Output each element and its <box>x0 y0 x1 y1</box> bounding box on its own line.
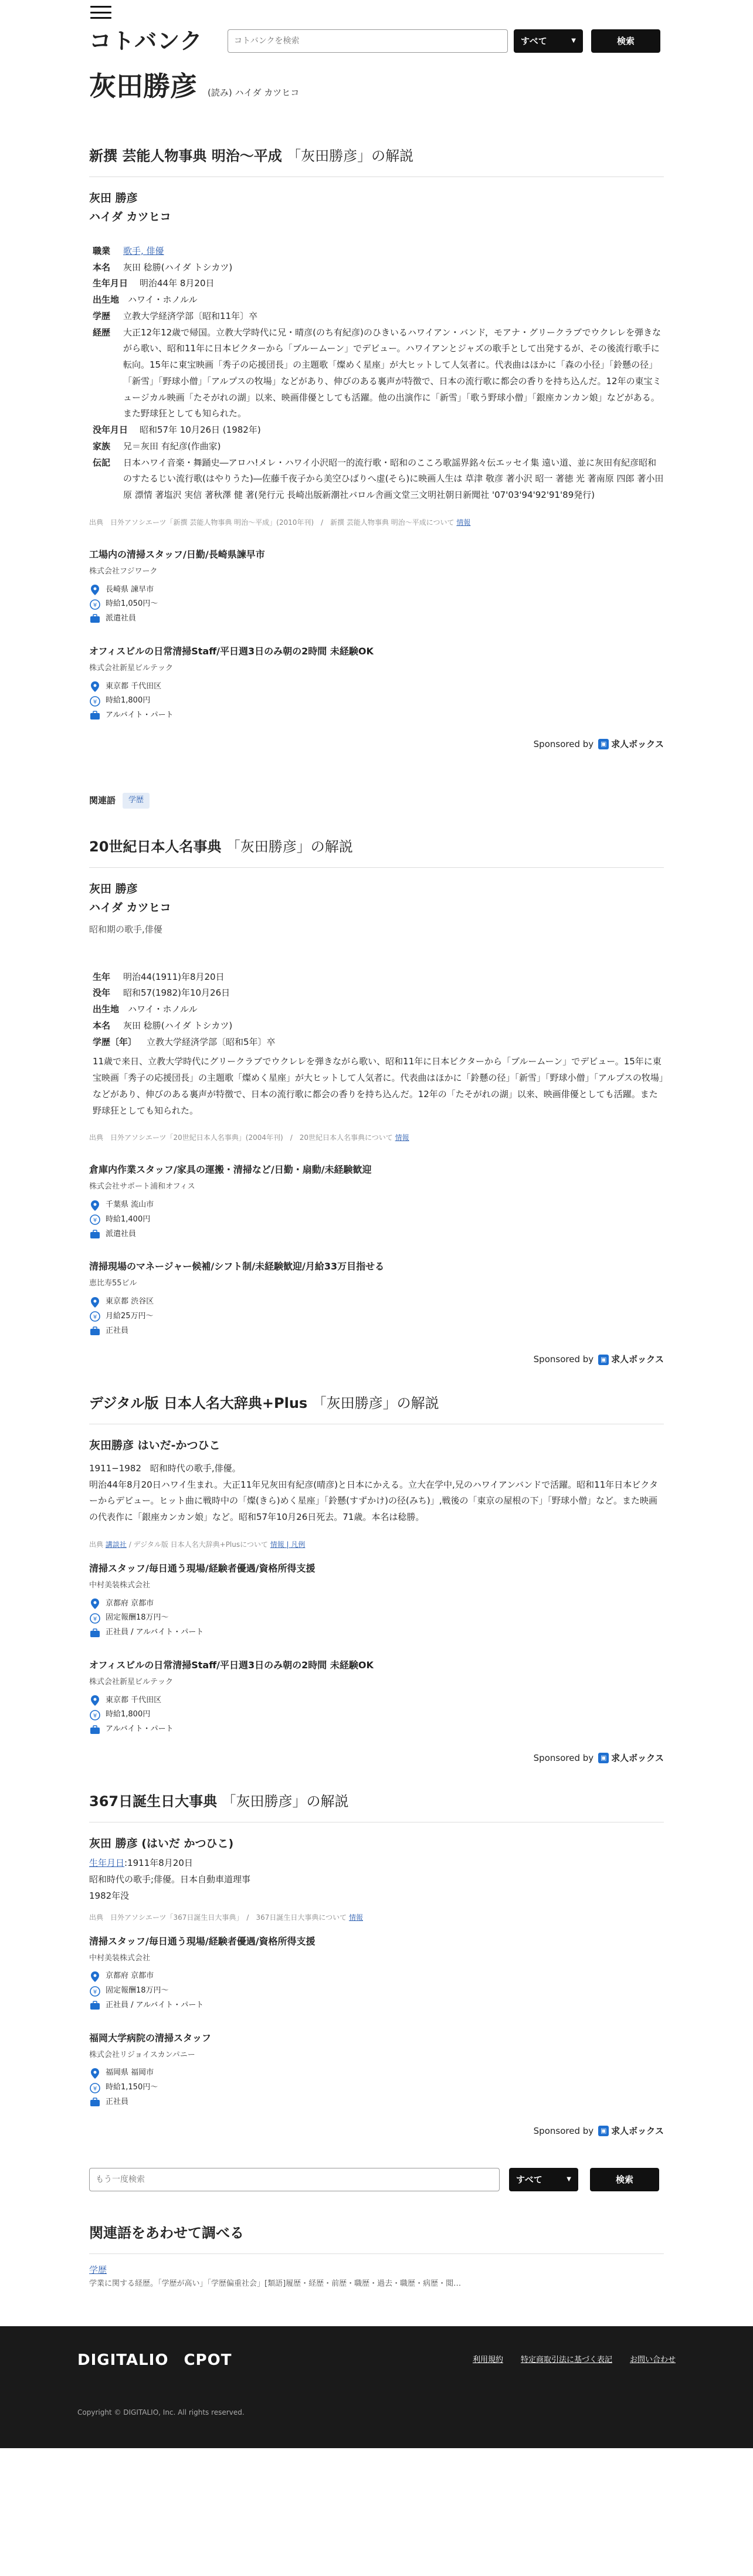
detail-row <box>93 1018 664 1034</box>
detail-key: 経歴 <box>93 327 111 338</box>
page-title: 灰田勝彦 <box>89 70 197 102</box>
detail-key: 伝記 <box>93 457 111 468</box>
sponsor-brand: 求人ボックス <box>611 1752 664 1763</box>
section-title-suffix: 「灰田勝彦」の解説 <box>312 1394 439 1411</box>
detail-value: 日本ハワイ音楽・舞踊史―アロハ!メレ・ハワイ小沢昭一的流行歌・昭和のこころ歌謡界銘々伝エッセイ集 遠い道、並に灰田有紀彦昭和のすたるじい流行歌(はやりうた)―佐藤千夜子から美空ひばりへ虚(そら)に映画人生は 草津 敬彦 著小沢 昭一 著徳 光 著南原 四郎 著小田原 漂情 著塩沢 実信 著秋澤 健 著(発行元 長崎出版新潮社バロル舎画文堂三文明社朝日新聞社 '07'03'94'92'91'89発行) <box>123 457 664 501</box>
briefcase-icon <box>89 1627 101 1639</box>
entry-birthdate <box>89 1855 664 1872</box>
chevron-down-icon: ▼ <box>567 2176 571 2183</box>
cpot-logo[interactable]: CPOT <box>184 2351 232 2369</box>
category-select-label: すべて <box>521 35 547 46</box>
job-title[interactable]: オフィスビルの日常清掃Staff/平日週3日のみ朝の2時間 未経験OK <box>89 1659 374 1671</box>
job-pay: 時給1,150円～ <box>106 2083 158 2092</box>
yen-icon <box>89 1214 101 1226</box>
yen-icon <box>89 1613 101 1624</box>
job-type: アルバイト・パート <box>106 711 174 720</box>
job-list-1 <box>89 547 664 752</box>
section-title <box>89 1789 664 1822</box>
footer-link-contact[interactable]: お問い合わせ <box>629 2356 676 2365</box>
location-pin-icon <box>89 584 101 596</box>
sponsor-brand: 求人ボックス <box>611 2125 664 2136</box>
detail-key: 職業 <box>93 245 111 256</box>
yen-icon <box>89 695 101 707</box>
source-text[interactable]: 出典 日外アソシエーツ「20世紀日本人名事典」(2004年刊) / 20世紀日本人名事典について <box>89 1133 393 1142</box>
detail-row <box>93 276 664 292</box>
detail-value: 灰田 稔勝(ハイダ トシカツ) <box>123 1020 233 1031</box>
detail-key: 本名 <box>93 1020 111 1031</box>
job-list-2 <box>89 1162 664 1367</box>
job-card[interactable] <box>89 1657 664 1736</box>
info-link[interactable]: 情報 <box>456 518 471 527</box>
job-list-3 <box>89 1560 664 1766</box>
yen-icon <box>89 1986 101 1997</box>
location-pin-icon <box>89 1297 101 1308</box>
section-20c <box>89 834 664 1145</box>
sponsor-brand: 求人ボックス <box>611 1354 664 1365</box>
birthday-value: :1911年8月20日 <box>124 1858 193 1869</box>
job-pay: 時給1,400円 <box>106 1214 151 1224</box>
job-pay: 時給1,800円 <box>106 1710 151 1719</box>
sponsor-text: Sponsored by <box>533 2125 594 2136</box>
related-label: 関連語 <box>89 795 116 806</box>
detail-row <box>93 243 664 260</box>
source-text[interactable]: 出典 日外アソシエーツ「367日誕生日大事典」 / 367日誕生日大事典について <box>89 1913 347 1922</box>
detail-row <box>93 455 664 504</box>
entry-name <box>89 189 664 227</box>
location-pin-icon <box>89 1695 101 1706</box>
entry-name: 灰田勝彦 はいだ-かつひこ <box>89 1438 221 1452</box>
header <box>0 0 753 21</box>
job-card[interactable] <box>89 2030 664 2109</box>
job-place: 京都府 京都市 <box>106 1598 154 1608</box>
publisher-link[interactable]: 講談社 <box>105 1540 127 1549</box>
job-pay: 時給1,050円～ <box>106 599 158 609</box>
briefcase-icon <box>89 613 101 625</box>
source-text[interactable]: / デジタル版 日本人名大辞典+Plusについて <box>128 1540 268 1549</box>
location-pin-icon <box>89 1971 101 1983</box>
job-pay: 時給1,800円 <box>106 696 151 705</box>
section-dictionary-name[interactable]: 20世紀日本人名事典 <box>89 838 222 855</box>
detail-value: 立教大学経済学部〔昭和11年〕卒 <box>123 310 258 321</box>
yen-icon <box>89 599 101 610</box>
detail-value: 兄＝灰田 有紀彦(作曲家) <box>123 440 221 452</box>
section-title <box>89 1391 664 1424</box>
job-title[interactable]: 清掃スタッフ/毎日通う現場/経験者優遇/資格所得支援 <box>89 1935 316 1947</box>
entry-text: 明治44年8月20日ハワイ生まれ。大正11年兄灰田有紀彦(晴彦)と日本にかえる。立大在学中,兄のハワイアンバンドで活躍。昭和11年日本ビクターからデビュー。ヒット曲に戦時中の「燦(きら)めく星座」「鈴懸(すずかけ)の径(みち)」,戦後の「東京の屋根の下」「野球小僧」など。また映画の代表作に「銀座カンカン娘」など。昭和57年10月26日死去。71歳。本名は稔勝。 <box>89 1479 658 1523</box>
detail-value: 昭和57(1982)年10月26日 <box>123 987 230 999</box>
entry-name-kanji: 灰田 勝彦 <box>89 882 138 895</box>
job-type: 派遣社員 <box>106 1229 137 1238</box>
entry-text: 昭和時代の歌手;俳優。日本自動車道理事 <box>89 1874 251 1885</box>
digitalio-logo[interactable]: DIGITALIO <box>77 2351 169 2369</box>
job-place: 長崎県 諫早市 <box>106 585 154 594</box>
detail-key: 没年 <box>93 987 111 999</box>
sponsor-brand: 求人ボックス <box>611 738 664 749</box>
detail-value: 明治44年 8月20日 <box>140 278 215 289</box>
job-place: 福岡県 福岡市 <box>106 2068 154 2078</box>
entry-name-kanji: 灰田 勝彦 <box>89 192 138 205</box>
detail-value: 明治44(1911)年8月20日 <box>123 971 225 982</box>
source-note <box>89 1539 664 1551</box>
category-select[interactable] <box>514 29 583 53</box>
info-link[interactable]: 情報 | 凡例 <box>270 1540 306 1549</box>
job-pay: 固定報酬18万円～ <box>106 1986 169 1995</box>
detail-key: 没年月日 <box>93 425 128 436</box>
kyujin-box-icon: ▣ <box>598 1753 609 1763</box>
birthday-link[interactable]: 生年月日 <box>89 1858 125 1869</box>
detail-row <box>93 308 664 325</box>
footer-link-terms[interactable]: 利用規約 <box>472 2356 503 2365</box>
job-title[interactable]: オフィスビルの日常清掃Staff/平日週3日のみ朝の2時間 未経験OK <box>89 645 374 657</box>
page-reading: (読み) ハイダ カツヒコ <box>208 87 300 98</box>
bottom-search-button[interactable]: 検索 <box>590 2168 659 2191</box>
kyujin-box-icon: ▣ <box>598 1355 609 1365</box>
location-pin-icon <box>89 1598 101 1610</box>
entry-name: 灰田 勝彦 (はいだ かつひこ) <box>89 1837 234 1851</box>
section-dictionary-name[interactable]: 367日誕生日大事典 <box>89 1793 218 1810</box>
section-title-suffix: 「灰田勝彦」の解説 <box>222 1793 349 1810</box>
category-select-label: すべて <box>516 2174 542 2185</box>
kyujin-box-icon: ▣ <box>598 739 609 749</box>
section-title <box>89 834 664 868</box>
job-pay: 月給25万円～ <box>106 1311 154 1321</box>
briefcase-icon <box>89 2000 101 2011</box>
search-bar <box>89 29 664 53</box>
job-place: 千葉県 流山市 <box>106 1200 154 1210</box>
svg-text:¥: ¥ <box>93 1314 97 1321</box>
detail-key: 生年 <box>93 971 111 982</box>
entry-text: 11歳で来日、立教大学時代にグリークラブでウクレレを弾きながら歌い、昭和11年に日本ビクターから「ブルームーン」でデビュー。15年に東宝映画「秀子の応援団長」の主題歌「燦めく星座」が大ヒットして人気者に。代表曲はほかに「鈴懸の径」「新雪」「野球小僧」「アルプスの牧場」などがあり、伸びのある裏声が特徴で、日本の流行歌に都会の香りを持ち込んだ。12年の「たそがれの湖」以来、映画俳優としても活躍。また野球狂としても知られた。 <box>93 1056 664 1116</box>
job-type: 正社員 <box>106 1326 129 1335</box>
sponsor-logo[interactable] <box>598 1750 664 1766</box>
job-title[interactable]: 福岡大学病院の清掃スタッフ <box>89 2032 212 2044</box>
entry-name-kana: ハイダ カツヒコ <box>89 901 171 915</box>
detail-key: 出生地 <box>93 1004 120 1015</box>
location-pin-icon <box>89 2068 101 2079</box>
entry-years: 1911−1982 昭和時代の歌手,俳優。 <box>89 1462 241 1474</box>
job-place: 東京都 千代田区 <box>106 681 162 691</box>
svg-text:¥: ¥ <box>93 1217 97 1224</box>
job-type: 正社員 / アルバイト・パート <box>106 2000 204 2010</box>
entry-name-kana: ハイダ カツヒコ <box>89 211 171 224</box>
entry-name <box>89 880 664 918</box>
source-note <box>89 1912 664 1924</box>
job-company: 中村美装株式会社 <box>89 1580 151 1590</box>
related-search <box>89 2221 664 2291</box>
job-place: 京都府 京都市 <box>106 1971 154 1981</box>
bottom-search-input[interactable] <box>89 2168 500 2191</box>
search-button[interactable]: 検索 <box>591 29 660 53</box>
svg-text:¥: ¥ <box>93 602 97 609</box>
job-list-4 <box>89 1933 664 2139</box>
job-type: アルバイト・パート <box>106 1725 174 1734</box>
detail-key: 生年月日 <box>93 278 128 289</box>
job-title[interactable]: 清掃現場のマネージャー候補/シフト制/未経験歓迎/月給33万目指せる <box>89 1261 385 1272</box>
main <box>89 29 664 2291</box>
sponsor-line <box>89 2123 664 2139</box>
detail-value: 灰田 稔勝(ハイダ トシカツ) <box>123 262 233 273</box>
logo[interactable]: コトバンク <box>89 28 203 54</box>
footer-brands <box>77 2347 232 2374</box>
job-title[interactable]: 清掃スタッフ/毎日通う現場/経験者優遇/資格所得支援 <box>89 1562 316 1574</box>
related-tag[interactable]: 学歴 <box>123 793 150 809</box>
entry-details <box>89 969 664 1119</box>
detail-key: 本名 <box>93 262 111 273</box>
source-note <box>89 1132 664 1144</box>
job-title[interactable]: 倉庫内作業スタッフ/家具の運搬・清掃など/日勤・扇動/未経験歓迎 <box>89 1164 372 1176</box>
yen-icon <box>89 1311 101 1322</box>
entry-summary: 昭和期の歌手,俳優 <box>89 924 162 935</box>
job-card[interactable] <box>89 547 664 626</box>
detail-key: 学歴 <box>93 310 111 321</box>
svg-text:¥: ¥ <box>93 1615 97 1623</box>
job-place: 東京都 渋谷区 <box>106 1297 154 1306</box>
briefcase-icon <box>89 1724 101 1736</box>
source-note <box>89 517 664 529</box>
job-card[interactable] <box>89 1162 664 1241</box>
section-title <box>89 144 664 177</box>
related-search-item[interactable]: 学歴 <box>89 2264 107 2275</box>
sponsor-line <box>89 1750 664 1766</box>
detail-row <box>93 422 664 439</box>
sponsor-logo[interactable] <box>598 737 664 752</box>
chevron-down-icon: ▼ <box>571 38 576 45</box>
job-type: 正社員 / アルバイト・パート <box>106 1628 204 1637</box>
job-type: 正社員 <box>106 2097 129 2106</box>
section-nihon-jinmei <box>89 1391 664 1551</box>
yen-icon <box>89 1709 101 1721</box>
job-pay: 固定報酬18万円～ <box>106 1613 169 1623</box>
svg-text:¥: ¥ <box>93 698 97 705</box>
job-type: 派遣社員 <box>106 614 137 623</box>
detail-value: ハワイ・ホノルル <box>128 1004 198 1015</box>
job-company: 株式会社サポート浦和オフィス <box>89 1182 195 1192</box>
source-text[interactable]: 出典 日外アソシエーツ「新撰 芸能人物事典 明治～平成」(2010年刊) / 新撰 芸能人物事典 明治～平成について <box>89 518 454 527</box>
location-pin-icon <box>89 1200 101 1211</box>
related-search-desc: 学業に関する経歴。「学歴が高い」「学歴偏重社会」[類語]履歴・経歴・前歴・職歴・過去・職歴・病歴・閲… <box>89 2279 462 2289</box>
svg-text:¥: ¥ <box>93 1988 97 1995</box>
sponsor-line <box>89 737 664 752</box>
detail-value: 立教大学経済学部〔昭和5年〕卒 <box>147 1036 276 1047</box>
section-dictionary-name[interactable]: 新撰 芸能人物事典 明治～平成 <box>89 148 282 165</box>
briefcase-icon <box>89 710 101 721</box>
job-company: 中村美装株式会社 <box>89 1953 151 1963</box>
job-card[interactable] <box>89 643 664 722</box>
detail-value[interactable]: 歌手, 俳優 <box>123 245 164 256</box>
detail-key: 出生地 <box>93 294 120 306</box>
footer-link-commerce[interactable]: 特定商取引法に基づく表記 <box>520 2356 612 2365</box>
info-link[interactable]: 情報 <box>348 1913 363 1922</box>
job-company: 株式会社新星ビルテック <box>89 1677 174 1686</box>
detail-row <box>93 439 664 455</box>
job-card[interactable] <box>89 1933 664 2012</box>
page-heading <box>89 70 664 103</box>
entry-details <box>89 243 664 504</box>
job-company: 恵比寿55ビル <box>89 1279 137 1288</box>
section-geinou <box>89 144 664 529</box>
detail-row <box>93 985 664 1002</box>
svg-text:¥: ¥ <box>93 1712 97 1719</box>
page <box>0 0 753 21</box>
section-title-suffix: 「灰田勝彦」の解説 <box>226 838 353 855</box>
location-pin-icon <box>89 681 101 693</box>
job-card[interactable] <box>89 1560 664 1640</box>
section-title-suffix: 「灰田勝彦」の解説 <box>287 148 414 165</box>
job-title[interactable]: 工場内の清掃スタッフ/日勤/長崎県諫早市 <box>89 548 265 560</box>
briefcase-icon <box>89 1325 101 1337</box>
sponsor-text: Sponsored by <box>533 738 594 749</box>
section-birthday <box>89 1789 664 1924</box>
menu-icon[interactable] <box>89 4 113 21</box>
detail-row <box>93 1034 664 1051</box>
job-company: 株式会社新星ビルテック <box>89 663 174 673</box>
bottom-search-bar <box>89 2168 664 2191</box>
sponsor-logo[interactable] <box>598 2123 664 2139</box>
briefcase-icon <box>89 2096 101 2108</box>
job-card[interactable] <box>89 1258 664 1338</box>
kyujin-box-icon: ▣ <box>598 2126 609 2136</box>
source-label: 出典 <box>89 1540 104 1549</box>
detail-value: 昭和57年 10月26日 (1982年) <box>140 425 261 436</box>
bottom-category-select[interactable] <box>509 2168 578 2191</box>
related-terms <box>89 793 664 809</box>
yen-icon <box>89 2082 101 2094</box>
detail-value: 大正12年12歳で帰国。立教大学時代に兄・晴彦(のち有紀彦)のひきいるハワイアン・バンド，モアナ・グリークラブでウクレレを弾きながら歌い、昭和11年に日本ビクターから「ブルームーン」でデビュー。ハワイアンとジャズの歌手として出発するが、その後流行歌手に転向。15年に東宝映画「秀子の応援団長」の主題歌「燦めく星座」が大ヒットして人気者に。代表曲はほかに「森の小径」「鈴懸の径」「新雪」「野球小僧」「アルプスの牧場」などがあり、伸びのある裏声が特徴で、日本の流行歌に都会の香りを持ち込んだ。12年の東宝ミュージカル映画「たそがれの湖」以来、映画俳優としても活躍。他の出演作に「新雪」「歌う野球小僧」「銀座カンカン娘」などがある。また野球狂としても知られた。 <box>123 327 662 419</box>
info-link[interactable]: 情報 <box>395 1133 409 1142</box>
copyright: Copyright © DIGITALIO, Inc. All rights reserved. <box>77 2408 245 2417</box>
briefcase-icon <box>89 1228 101 1240</box>
detail-key: 家族 <box>93 440 111 452</box>
entry-death: 1982年没 <box>89 1890 130 1901</box>
detail-value: ハワイ・ホノルル <box>128 294 198 306</box>
sponsor-text: Sponsored by <box>533 1354 594 1365</box>
sponsor-logo[interactable] <box>598 1352 664 1367</box>
search-input[interactable] <box>228 29 508 53</box>
detail-row <box>93 1002 664 1018</box>
section-dictionary-name[interactable]: デジタル版 日本人名大辞典+Plus <box>89 1394 308 1411</box>
related-search-title: 関連語をあわせて調べる <box>89 2221 664 2254</box>
footer <box>0 2326 753 2448</box>
detail-row <box>93 969 664 986</box>
job-company: 株式会社リジョイスカンパニー <box>89 2050 195 2059</box>
detail-key: 学歴〔年〕 <box>93 1036 137 1047</box>
detail-row <box>93 292 664 308</box>
job-company: 株式会社フジワーク <box>89 566 158 576</box>
sponsor-text: Sponsored by <box>533 1752 594 1763</box>
detail-row <box>93 260 664 276</box>
svg-text:¥: ¥ <box>93 2085 97 2092</box>
sponsor-line <box>89 1352 664 1367</box>
footer-links <box>473 2354 676 2367</box>
job-place: 東京都 千代田区 <box>106 1695 162 1705</box>
detail-row <box>93 325 664 423</box>
